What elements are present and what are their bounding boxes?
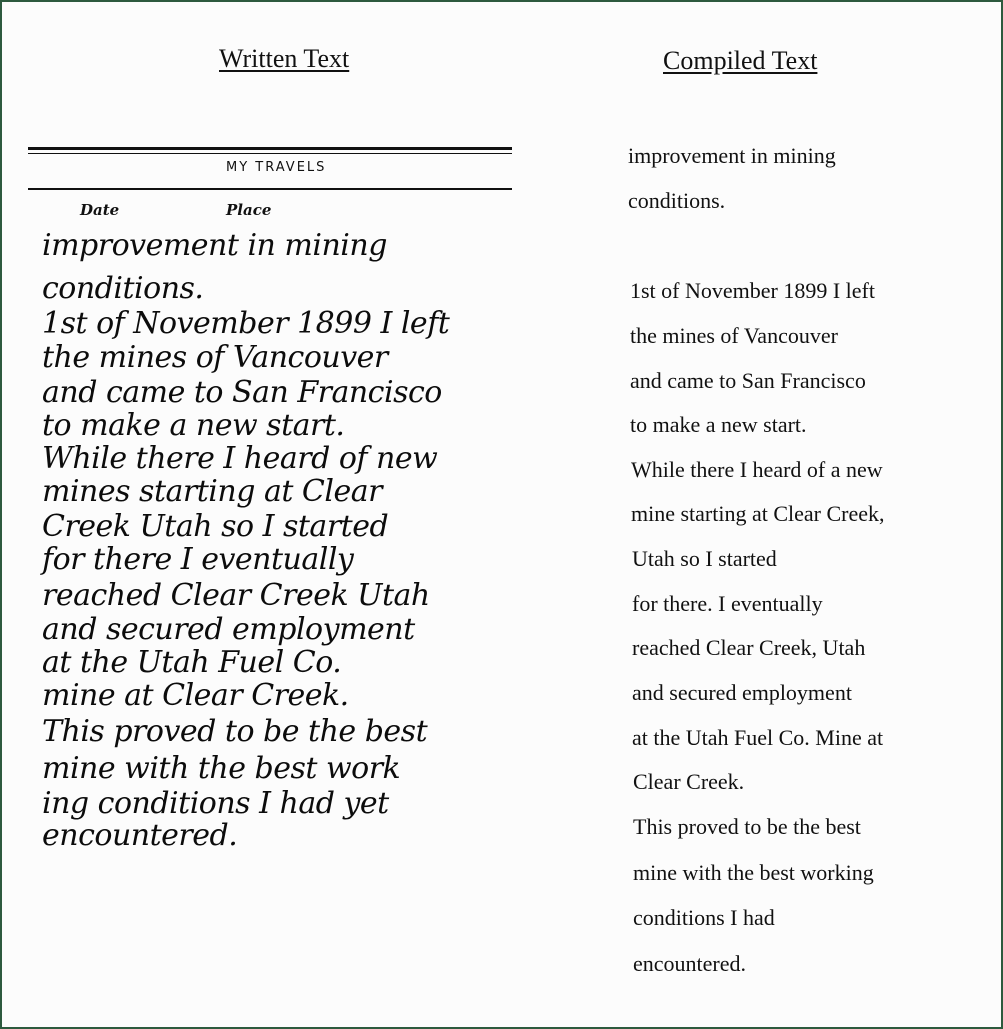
handwritten-line: This proved to be the best	[42, 714, 428, 749]
compiled-line: at the Utah Fuel Co. Mine at	[632, 725, 884, 750]
handwritten-line: improvement in mining	[42, 228, 387, 263]
handwritten-line: for there I eventually	[42, 542, 354, 577]
handwritten-line: to make a new start.	[42, 408, 345, 443]
compiled-text-heading: Compiled Text	[663, 46, 818, 75]
compiled-line: and secured employment	[632, 680, 852, 705]
date-label: Date	[80, 201, 120, 219]
compiled-line: 1st of November 1899 I left	[630, 278, 875, 303]
compiled-line: conditions I had	[633, 905, 775, 930]
handwritten-line: mine with the best work	[42, 751, 401, 786]
place-label: Place	[226, 201, 272, 219]
compiled-line: reached Clear Creek, Utah	[632, 635, 866, 660]
compiled-line: and came to San Francisco	[630, 368, 866, 393]
compiled-line: improvement in mining	[628, 143, 836, 168]
handwritten-line: and came to San Francisco	[42, 375, 442, 410]
handwritten-line: While there I heard of new	[42, 441, 438, 476]
compiled-line: mine starting at Clear Creek,	[631, 501, 885, 526]
journal-header-rule	[28, 188, 512, 190]
journal-top-rule-thin	[28, 153, 512, 154]
compiled-line: Clear Creek.	[633, 769, 745, 794]
compiled-line: the mines of Vancouver	[630, 323, 838, 348]
compiled-line: This proved to be the best	[633, 814, 861, 839]
handwritten-line: the mines of Vancouver	[42, 340, 388, 375]
handwritten-line: and secured employment	[42, 612, 415, 647]
handwritten-line: mines starting at Clear	[42, 474, 382, 509]
handwritten-line: reached Clear Creek Utah	[42, 578, 430, 613]
compiled-line: encountered.	[633, 951, 746, 976]
compiled-line: While there I heard of a new	[631, 457, 883, 482]
handwritten-line: ing conditions I had yet	[42, 786, 389, 821]
compiled-line: to make a new start.	[630, 412, 807, 437]
handwritten-line: encountered.	[42, 818, 238, 853]
written-text-heading: Written Text	[219, 44, 350, 73]
handwritten-line: 1st of November 1899 I left	[42, 306, 450, 341]
handwritten-line: Creek Utah so I started	[42, 509, 389, 544]
compiled-line: mine with the best working	[633, 860, 874, 885]
handwritten-line: conditions.	[42, 271, 204, 306]
handwritten-line: at the Utah Fuel Co.	[42, 645, 342, 680]
compiled-line: Utah so I started	[632, 546, 777, 571]
journal-top-rule	[28, 147, 512, 150]
compiled-line: conditions.	[628, 188, 726, 213]
handwritten-line: mine at Clear Creek.	[42, 678, 349, 713]
journal-header: MY TRAVELS	[226, 160, 327, 175]
compiled-line: for there. I eventually	[632, 591, 823, 616]
